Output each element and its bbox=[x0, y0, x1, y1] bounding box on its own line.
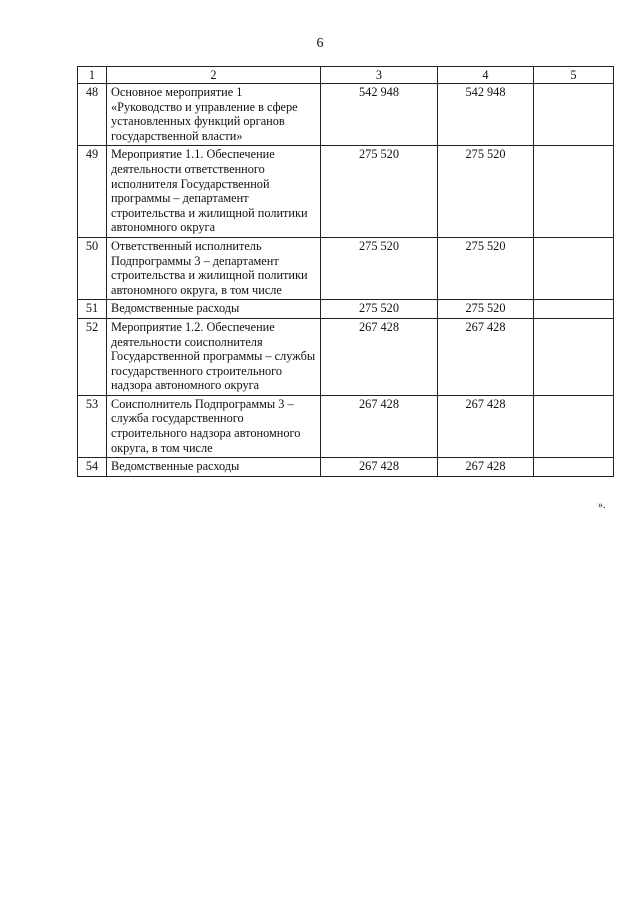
row-amount-col5 bbox=[534, 395, 614, 457]
table-row bbox=[78, 318, 614, 395]
row-amount-col4: 275 520 bbox=[438, 146, 534, 238]
table-row bbox=[78, 237, 614, 299]
row-number: 50 bbox=[78, 237, 107, 299]
header-col-1: 1 bbox=[78, 67, 107, 84]
row-description: Основное мероприятие 1 «Руководство и управление в сфере установленных функций органов государственной власти» bbox=[107, 84, 321, 146]
row-amount-col4: 267 428 bbox=[438, 318, 534, 395]
row-amount-col4: 275 520 bbox=[438, 300, 534, 319]
row-amount-col3: 275 520 bbox=[321, 300, 438, 319]
page-number: 6 bbox=[316, 36, 324, 51]
row-number: 52 bbox=[78, 318, 107, 395]
table-row bbox=[78, 458, 614, 477]
row-amount-col3: 267 428 bbox=[321, 458, 438, 477]
row-amount-col3: 267 428 bbox=[321, 395, 438, 457]
row-amount-col4: 267 428 bbox=[438, 395, 534, 457]
row-description: Ведомственные расходы bbox=[107, 300, 321, 319]
row-amount-col5 bbox=[534, 84, 614, 146]
row-number: 54 bbox=[78, 458, 107, 477]
row-amount-col4: 267 428 bbox=[438, 458, 534, 477]
row-amount-col5 bbox=[534, 146, 614, 238]
header-col-2: 2 bbox=[107, 67, 321, 84]
closing-quote-mark: ». bbox=[598, 500, 606, 511]
header-col-5: 5 bbox=[534, 67, 614, 84]
row-amount-col4: 275 520 bbox=[438, 237, 534, 299]
row-description: Мероприятие 1.1. Обеспечение деятельности ответственного исполнителя Государственной программы – департамент строительства и жилищной политики автономного округа bbox=[107, 146, 321, 238]
table-row bbox=[78, 84, 614, 146]
table-row bbox=[78, 300, 614, 319]
row-description: Мероприятие 1.2. Обеспечение деятельности соисполнителя Государственной программы – службы государственного строительного надзора автономного округа bbox=[107, 318, 321, 395]
row-amount-col5 bbox=[534, 458, 614, 477]
row-amount-col3: 275 520 bbox=[321, 146, 438, 238]
row-amount-col5 bbox=[534, 300, 614, 319]
row-amount-col3: 267 428 bbox=[321, 318, 438, 395]
table-header-row bbox=[78, 67, 614, 84]
header-col-4: 4 bbox=[438, 67, 534, 84]
budget-table bbox=[77, 66, 614, 477]
header-col-3: 3 bbox=[321, 67, 438, 84]
row-amount-col3: 275 520 bbox=[321, 237, 438, 299]
row-description: Соисполнитель Подпрограммы 3 – служба государственного строительного надзора автономного округа, в том числе bbox=[107, 395, 321, 457]
row-amount-col4: 542 948 bbox=[438, 84, 534, 146]
row-amount-col3: 542 948 bbox=[321, 84, 438, 146]
row-description: Ведомственные расходы bbox=[107, 458, 321, 477]
row-number: 48 bbox=[78, 84, 107, 146]
row-amount-col5 bbox=[534, 318, 614, 395]
row-description: Ответственный исполнитель Подпрограммы 3 – департамент строительства и жилищной политики автономного округа, в том числе bbox=[107, 237, 321, 299]
table-row bbox=[78, 146, 614, 238]
row-number: 51 bbox=[78, 300, 107, 319]
row-amount-col5 bbox=[534, 237, 614, 299]
row-number: 49 bbox=[78, 146, 107, 238]
table-row bbox=[78, 395, 614, 457]
row-number: 53 bbox=[78, 395, 107, 457]
